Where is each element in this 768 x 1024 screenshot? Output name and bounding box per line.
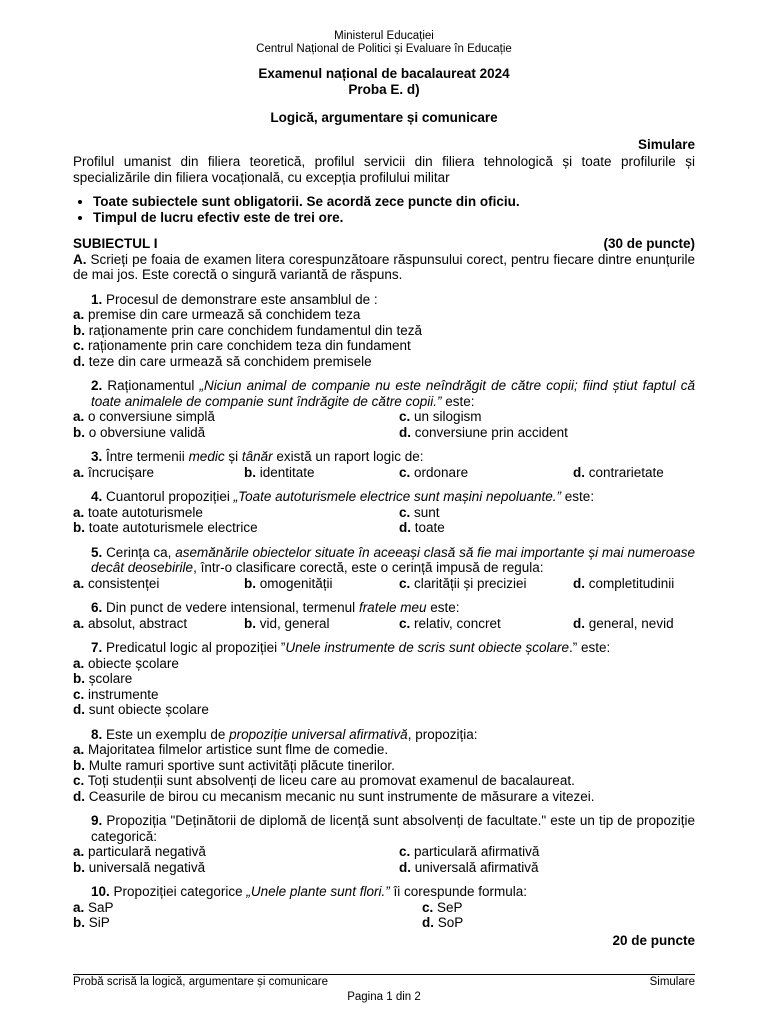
- instruction-item: • Toate subiectele sunt obligatorii. Se acordă zece puncte din oficiu.: [93, 194, 695, 210]
- option: c. raționamente prin care conchidem teza din fundament: [73, 338, 411, 353]
- question-6: 6. Din punct de vedere intensional, termenul fratele meu este: a. absolut, abstract b. vid, general c. relativ, concret d. general, nevid: [73, 600, 674, 631]
- option: d. toate: [399, 520, 445, 535]
- total-points: 20 de puncte: [612, 932, 695, 948]
- option: a. consistenței: [73, 575, 160, 591]
- question-9: 9. Propoziția "Deținătorii de diplomă de licență sunt absolvenți de facultate." este un tip de propoziție categorică: a. particulară negativă c. particulară afirmativă b. universală negativă d. universală afirmativă: [73, 813, 695, 875]
- option: c. relativ, concret: [399, 615, 501, 631]
- simulare-label: Simulare: [637, 136, 695, 152]
- option: a. toate autoturismele: [73, 504, 203, 520]
- option: c. clarității și preciziei: [399, 575, 527, 591]
- option: a. SaP: [73, 899, 114, 915]
- option: d. universală afirmativă: [399, 859, 539, 875]
- center-name: Centrul Național de Politici și Evaluare în Educație: [256, 43, 512, 55]
- option: b. Multe ramuri sportive sunt activități plăcute tinerilor.: [73, 757, 395, 773]
- subject-heading: [73, 236, 695, 252]
- question-5: 5. Cerința ca, asemănările obiectelor situate în aceeași clasă să fie mai importante și mai numeroase decât deosebirile, într-o clasificare corectă, este o cerință impusă de regula: a. consistenței b. omogenității c. clarității și preciziei d. completitudinii: [73, 544, 695, 591]
- section-a-instructions: A. Scrieți pe foaia de examen litera corespunzătoare răspunsului corect, pentru fiecare dintre enunțurile de mai jos. Este corectă o singură variantă de răspuns.: [73, 251, 695, 282]
- question-8: 8. Este un exemplu de propoziție universal afirmativă, propoziția: a. Majoritatea filmelor artistice sunt flme de comedie. b. Multe ramuri sportive sunt activități plăcute tinerilor. c. Toți studenții sunt absolvenți de liceu care au promovat examenul de bacalaureat. d. Ceasurile de birou cu mecanism mecanic nu sunt instrumente de măsurare a vitezei.: [73, 727, 695, 805]
- option: c. SeP: [422, 899, 463, 915]
- question-3: 3. Între termenii medic și tânăr există un raport logic de: a. încrucișare b. identitate c. ordonare d. contrarietate: [73, 449, 664, 480]
- question-7: 7. Predicatul logic al propoziției ”Unele instrumente de scris sunt obiecte școlare.” este: a. obiecte școlare b. școlare c. instrumente d. sunt obiecte școlare: [73, 640, 695, 718]
- footer-subject: Probă scrisă la logică, argumentare și comunicare: [73, 976, 329, 988]
- option: b. universală negativă: [73, 859, 206, 875]
- option: c. un silogism: [399, 409, 482, 424]
- option: d. contrarietate: [573, 464, 664, 480]
- instruction-item: • Timpul de lucru efectiv este de trei ore.: [93, 210, 695, 226]
- section-a-label: A.: [73, 251, 87, 267]
- option: b. vid, general: [244, 615, 330, 631]
- subject-number: SUBIECTUL I: [73, 236, 158, 251]
- proba-title: Proba E. d): [348, 81, 420, 97]
- option: d. completitudinii: [573, 575, 675, 591]
- subject-points: (30 de puncte): [603, 236, 695, 251]
- option: c. Toți studenții sunt absolvenți de liceu care au promovat examenul de bacalaureat.: [73, 773, 575, 788]
- question-2: 2. Raționamentul „Niciun animal de companie nu este neîndrăgit de către copii; fiind știut faptul că toate animalele de companie sunt îndrăgite de către copii.” este: a. o conversiune simplă c. un silogism b. o obversiune validă d. conversiune prin accident: [73, 378, 695, 440]
- option: b. toate autoturismele electrice: [73, 520, 258, 535]
- option: b. școlare: [73, 671, 133, 686]
- option: c. particulară afirmativă: [399, 844, 540, 859]
- ministry-name: Ministerul Educației: [334, 30, 434, 42]
- page-footer: [73, 974, 695, 1004]
- option: a. Majoritatea filmelor artistice sunt flme de comedie.: [73, 742, 389, 757]
- subject-title: Logică, argumentare și comunicare: [270, 110, 498, 125]
- profile-text: Profilul umanist din filiera teoretică, profilul servicii din filiera tehnologică și toate profilurile și specializările din filiera vocațională, cu excepția profilului militar: [73, 154, 695, 185]
- page-number: Pagina 1 din 2: [347, 991, 421, 1003]
- footer-simulare: Simulare: [649, 976, 695, 988]
- option: a. absolut, abstract: [73, 615, 188, 631]
- option: c. instrumente: [73, 686, 159, 702]
- option: b. identitate: [244, 464, 315, 480]
- option: a. premise din care urmează să conchidem teza: [73, 307, 361, 322]
- option: b. SiP: [73, 915, 110, 930]
- option: d. Ceasurile de birou cu mecanism mecanic nu sunt instrumente de măsurare a vitezei.: [73, 788, 595, 804]
- question-4: 4. Cuantorul propoziției „Toate autoturismele electrice sunt mașini nepoluante.” este: a. toate autoturismele c. sunt b. toate autoturismele electrice d. toate: [73, 489, 595, 535]
- question-1: 1. Procesul de demonstrare este ansamblul de : a. premise din care urmează să conchidem teza b. raționamente prin care conchidem fundamentul din teză c. raționamente prin care conchidem teza din fundament d. teze din care urmează să conchidem premisele: [73, 292, 695, 370]
- option: d. sunt obiecte școlare: [73, 702, 209, 717]
- option: a. o conversiune simplă: [73, 409, 215, 424]
- option: b. omogenității: [244, 575, 333, 591]
- instructions-list: [73, 194, 695, 225]
- question-10: 10. Propoziției categorice „Unele plante sunt flori.” îi corespunde formula: a. SaP c. SeP b. SiP d. SoP: [73, 884, 528, 930]
- option: c. sunt: [399, 504, 440, 520]
- option: d. conversiune prin accident: [399, 424, 568, 440]
- option: c. ordonare: [399, 464, 469, 480]
- option: b. o obversiune validă: [73, 424, 206, 440]
- option: a. obiecte școlare: [73, 655, 179, 671]
- option: d. teze din care urmează să conchidem premisele: [73, 353, 372, 369]
- option: d. SoP: [422, 915, 464, 930]
- option: a. particulară negativă: [73, 844, 206, 859]
- option: d. general, nevid: [573, 615, 674, 631]
- option: b. raționamente prin care conchidem fundamentul din teză: [73, 322, 422, 338]
- exam-page: [73, 30, 695, 948]
- exam-title: Examenul național de bacalaureat 2024: [258, 66, 510, 81]
- option: a. încrucișare: [73, 464, 155, 480]
